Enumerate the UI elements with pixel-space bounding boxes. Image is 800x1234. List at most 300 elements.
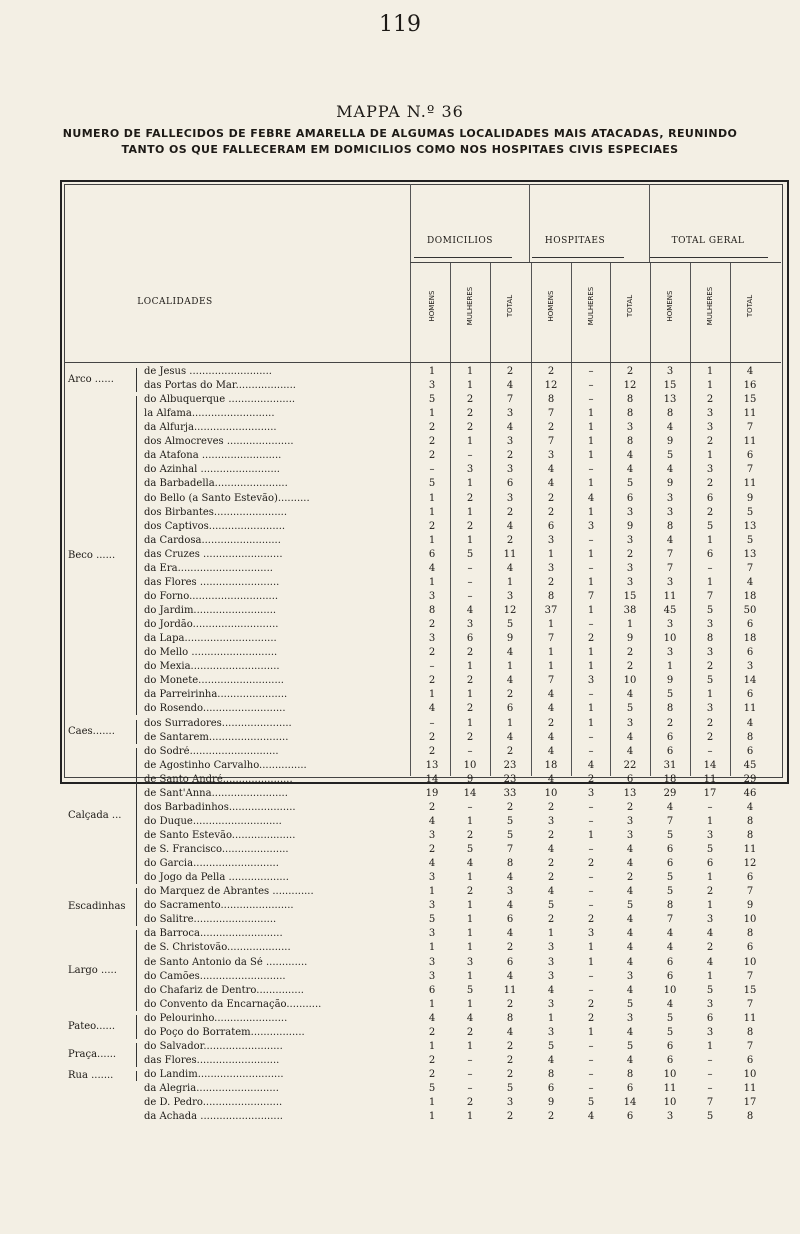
cell-homens: 31 [663, 759, 677, 771]
cell-homens: 3 [428, 900, 436, 912]
cell-total: 3 [626, 829, 634, 841]
cell-homens: 3 [428, 872, 436, 884]
group-brace [136, 1071, 137, 1081]
cell-mulheres: 1 [466, 717, 474, 729]
cell-total: 12 [503, 605, 517, 617]
cell-mulheres: – [467, 562, 473, 574]
cell-mulheres: – [588, 731, 594, 743]
cell-mulheres: 3 [706, 998, 714, 1010]
cell-homens: 1 [547, 548, 555, 560]
cell-total: 6 [746, 1054, 754, 1066]
cell-mulheres: 1 [466, 1040, 474, 1052]
cell-total: 5 [746, 534, 754, 546]
cell-total: 8 [746, 928, 754, 940]
domicilios-header: DOMICILIOS [427, 236, 493, 246]
column-header-homens: HOMENS [666, 290, 674, 322]
cell-mulheres: 3 [466, 956, 474, 968]
locality-name: da Achada .......................... [144, 1111, 283, 1123]
column-header-mulheres: MULHERES [587, 286, 595, 326]
cell-homens: 1 [428, 492, 436, 504]
cell-homens: 6 [666, 1040, 674, 1052]
cell-mulheres: 2 [466, 394, 474, 406]
cell-total: 5 [626, 900, 634, 912]
cell-homens: 5 [547, 900, 555, 912]
cell-total: 10 [743, 956, 757, 968]
cell-total: 12 [743, 858, 757, 870]
cell-homens: 2 [547, 914, 555, 926]
cell-mulheres: 2 [466, 731, 474, 743]
locality-name: do Poço do Borratem................. [144, 1026, 305, 1038]
locality-name: das Portas do Mar................... [144, 380, 296, 392]
cell-mulheres: 5 [706, 1111, 714, 1123]
group-brace [136, 1043, 137, 1067]
cell-total: 4 [746, 717, 754, 729]
cell-homens: 6 [547, 520, 555, 532]
locality-name: dos Barbadinhos..................... [144, 801, 296, 813]
cell-mulheres: 1 [706, 576, 714, 588]
cell-total: 46 [743, 787, 757, 799]
cell-mulheres: 4 [587, 1111, 595, 1123]
cell-mulheres: – [588, 689, 594, 701]
cell-total: 7 [746, 562, 754, 574]
cell-mulheres: 3 [466, 464, 474, 476]
column-divider [410, 184, 411, 776]
cell-total: 8 [746, 829, 754, 841]
cell-mulheres: – [588, 1069, 594, 1080]
cell-mulheres: 1 [587, 576, 595, 588]
locality-name: do Chafariz de Dentro............... [144, 984, 304, 996]
cell-homens: 1 [547, 928, 555, 940]
cell-mulheres: – [588, 1083, 594, 1095]
cell-homens: 3 [547, 815, 555, 827]
cell-homens: 1 [428, 366, 436, 377]
cell-mulheres: 2 [466, 520, 474, 532]
cell-total: 12 [623, 380, 637, 392]
cell-homens: 4 [547, 844, 555, 856]
cell-homens: 5 [666, 886, 674, 898]
cell-homens: 7 [666, 548, 674, 560]
cell-total: 4 [506, 380, 514, 392]
cell-homens: 2 [428, 1026, 436, 1038]
cell-homens: 5 [428, 478, 436, 490]
locality-name: da Atafona ......................... [144, 450, 282, 462]
cell-mulheres: 2 [466, 675, 474, 687]
cell-mulheres: – [467, 1054, 473, 1066]
cell-total: 1 [626, 619, 634, 631]
cell-homens: 5 [666, 689, 674, 701]
cell-total: 4 [626, 731, 634, 743]
cell-total: 6 [506, 956, 514, 968]
locality-name: de S. Francisco..................... [144, 844, 289, 856]
cell-total: 4 [626, 942, 634, 954]
cell-mulheres: 4 [706, 956, 714, 968]
cell-mulheres: – [707, 1054, 713, 1066]
cell-mulheres: 5 [706, 844, 714, 856]
hospitaes-brace [532, 257, 624, 258]
cell-total: 4 [506, 647, 514, 659]
locality-name: do Pelourinho....................... [144, 1012, 288, 1024]
cell-total: 2 [626, 548, 634, 560]
cell-homens: 1 [428, 506, 436, 518]
group-label: Caes....... [68, 725, 115, 737]
cell-mulheres: 1 [466, 970, 474, 982]
cell-total: 4 [746, 801, 754, 813]
cell-total: 3 [626, 815, 634, 827]
cell-homens: 2 [428, 1069, 436, 1080]
cell-total: 7 [746, 998, 754, 1010]
cell-mulheres: – [588, 619, 594, 631]
cell-mulheres: 5 [466, 984, 474, 996]
cell-mulheres: 3 [706, 703, 714, 715]
locality-name: do Forno............................ [144, 590, 279, 602]
cell-homens: 4 [547, 886, 555, 898]
cell-total: 3 [626, 970, 634, 982]
cell-mulheres: 1 [706, 689, 714, 701]
locality-name: das Flores.......................... [144, 1054, 280, 1066]
cell-mulheres: – [707, 1069, 713, 1080]
cell-total: 2 [506, 942, 514, 954]
cell-mulheres: 2 [706, 886, 714, 898]
cell-mulheres: 1 [587, 408, 595, 420]
cell-mulheres: – [588, 366, 594, 377]
cell-total: 23 [503, 759, 517, 771]
cell-total: 4 [626, 689, 634, 701]
cell-total: 6 [506, 914, 514, 926]
cell-total: 8 [746, 731, 754, 743]
locality-name: do Monete........................... [144, 675, 284, 687]
cell-homens: 1 [428, 408, 436, 420]
cell-total: 1 [506, 717, 514, 729]
cell-mulheres: 2 [466, 408, 474, 420]
cell-homens: 9 [666, 675, 674, 687]
locality-name: de Santo André...................... [144, 773, 293, 785]
cell-homens: 5 [666, 872, 674, 884]
group-divider [529, 184, 530, 262]
locality-name: do Rosendo.......................... [144, 703, 286, 715]
cell-total: 38 [623, 605, 637, 617]
locality-name: das Flores ......................... [144, 576, 280, 588]
group-brace [136, 720, 137, 744]
cell-total: 4 [626, 886, 634, 898]
locality-name: do Mello ........................... [144, 647, 278, 659]
cell-homens: 4 [666, 998, 674, 1010]
locality-name: dos Almocreves ..................... [144, 436, 294, 448]
cell-homens: 1 [428, 689, 436, 701]
cell-total: 2 [506, 506, 514, 518]
cell-mulheres: 2 [466, 1026, 474, 1038]
cell-total: 4 [626, 928, 634, 940]
cell-total: 5 [626, 703, 634, 715]
cell-homens: 10 [663, 633, 677, 645]
header-bottom-rule [64, 362, 781, 363]
cell-mulheres: 1 [587, 717, 595, 729]
cell-mulheres: 3 [466, 619, 474, 631]
cell-mulheres: 2 [706, 478, 714, 490]
cell-total: 15 [743, 984, 757, 996]
cell-total: 3 [506, 464, 514, 476]
cell-total: 4 [506, 1026, 514, 1038]
hospitaes-header: HOSPITAES [544, 236, 606, 246]
cell-homens: 1 [428, 942, 436, 954]
header-divider [410, 262, 781, 263]
cell-homens: 4 [428, 1012, 436, 1024]
cell-total: 5 [626, 998, 634, 1010]
cell-homens: 3 [428, 928, 436, 940]
cell-homens: 3 [666, 619, 674, 631]
locality-name: do Jardim.......................... [144, 605, 277, 617]
cell-mulheres: – [467, 1083, 473, 1095]
cell-homens: 4 [428, 858, 436, 870]
cell-homens: 14 [425, 773, 439, 785]
group-label: Arco ...... [68, 374, 114, 386]
cell-mulheres: – [588, 745, 594, 757]
cell-mulheres: 4 [706, 928, 714, 940]
cell-total: 6 [506, 703, 514, 715]
cell-homens: 15 [663, 380, 677, 392]
cell-mulheres: – [588, 1040, 594, 1052]
cell-mulheres: – [707, 801, 713, 813]
cell-mulheres: 2 [466, 422, 474, 434]
cell-mulheres: 6 [706, 858, 714, 870]
cell-homens: 1 [428, 576, 436, 588]
cell-homens: 7 [547, 633, 555, 645]
cell-total: 11 [743, 1012, 757, 1024]
cell-homens: 4 [666, 801, 674, 813]
cell-total: 7 [746, 886, 754, 898]
cell-mulheres: – [707, 745, 713, 757]
cell-mulheres: 1 [587, 942, 595, 954]
cell-total: 4 [626, 914, 634, 926]
cell-total: 3 [626, 1012, 634, 1024]
cell-total: 9 [506, 633, 514, 645]
cell-total: 2 [626, 647, 634, 659]
cell-total: 4 [506, 928, 514, 940]
cell-mulheres: – [588, 1054, 594, 1066]
cell-homens: 5 [666, 1026, 674, 1038]
cell-mulheres: – [588, 394, 594, 406]
cell-total: 3 [506, 436, 514, 448]
locality-name: do Azinhal ......................... [144, 464, 280, 476]
cell-homens: 5 [428, 394, 436, 406]
cell-total: 2 [506, 450, 514, 462]
cell-mulheres: 3 [706, 1026, 714, 1038]
cell-mulheres: 2 [706, 394, 714, 406]
cell-total: 4 [626, 956, 634, 968]
cell-homens: – [429, 661, 435, 673]
cell-total: 4 [506, 520, 514, 532]
column-divider [490, 262, 491, 776]
column-header-total: TOTAL [626, 294, 634, 318]
cell-homens: 7 [666, 914, 674, 926]
cell-homens: 2 [428, 436, 436, 448]
cell-total: 3 [506, 408, 514, 420]
page-number: 119 [379, 12, 421, 37]
cell-homens: 2 [428, 520, 436, 532]
cell-total: 3 [626, 717, 634, 729]
cell-homens: 3 [428, 633, 436, 645]
cell-total: 6 [746, 942, 754, 954]
cell-mulheres: 1 [466, 506, 474, 518]
cell-mulheres: 1 [466, 689, 474, 701]
cell-homens: 3 [547, 534, 555, 546]
group-label: Praça...... [68, 1048, 117, 1060]
cell-homens: 3 [428, 590, 436, 602]
cell-homens: 5 [428, 914, 436, 926]
group-label: Rua ....... [68, 1070, 114, 1082]
cell-homens: 2 [428, 801, 436, 813]
cell-homens: 9 [547, 1097, 555, 1109]
cell-mulheres: 1 [466, 436, 474, 448]
cell-total: 5 [626, 1040, 634, 1052]
cell-mulheres: 1 [466, 815, 474, 827]
cell-homens: 4 [547, 1054, 555, 1066]
map-title: MAPPA N.º 36 [336, 102, 464, 121]
cell-homens: 10 [663, 984, 677, 996]
cell-homens: 4 [428, 562, 436, 574]
column-header-homens: HOMENS [428, 290, 436, 322]
cell-homens: 10 [663, 1097, 677, 1109]
cell-homens: 2 [547, 422, 555, 434]
cell-homens: 3 [666, 647, 674, 659]
locality-name: da Barbadella....................... [144, 478, 288, 490]
cell-total: 2 [506, 1054, 514, 1066]
column-divider [690, 262, 691, 776]
locality-name: do Albuquerque ..................... [144, 394, 296, 406]
cell-mulheres: 14 [703, 759, 717, 771]
subtitle-line-2: TANTO OS QUE FALLECERAM EM DOMICILIOS COMO NOS HOSPITAES CIVIS ESPECIAES [121, 143, 679, 156]
cell-total: 14 [623, 1097, 637, 1109]
cell-mulheres: – [467, 450, 473, 462]
locality-name: da Cardosa......................... [144, 534, 281, 546]
cell-mulheres: 2 [587, 773, 595, 785]
cell-homens: 2 [428, 450, 436, 462]
cell-mulheres: 1 [587, 647, 595, 659]
cell-total: 2 [506, 534, 514, 546]
group-label: Pateo...... [68, 1020, 116, 1032]
cell-homens: 1 [428, 998, 436, 1010]
cell-homens: 2 [547, 829, 555, 841]
cell-total: 4 [626, 984, 634, 996]
cell-total: 18 [743, 590, 757, 602]
locality-name: de D. Pedro......................... [144, 1097, 283, 1109]
cell-mulheres: 3 [706, 647, 714, 659]
cell-total: 4 [506, 900, 514, 912]
cell-homens: 2 [547, 858, 555, 870]
cell-homens: 9 [666, 478, 674, 490]
cell-total: 8 [746, 815, 754, 827]
cell-total: 2 [506, 745, 514, 757]
cell-homens: 4 [547, 689, 555, 701]
cell-homens: 1 [428, 534, 436, 546]
cell-mulheres: 3 [587, 928, 595, 940]
cell-total: 10 [623, 675, 637, 687]
cell-total: 3 [746, 661, 754, 673]
cell-homens: 5 [666, 829, 674, 841]
cell-mulheres: 2 [466, 1097, 474, 1109]
cell-total: 3 [506, 1097, 514, 1109]
cell-homens: 6 [547, 1083, 555, 1095]
cell-homens: 45 [663, 605, 677, 617]
localidades-header: LOCALIDADES [137, 297, 213, 307]
cell-mulheres: 1 [706, 450, 714, 462]
cell-mulheres: 1 [466, 942, 474, 954]
cell-total: 2 [506, 1040, 514, 1052]
group-brace [136, 748, 137, 885]
cell-total: 4 [746, 366, 754, 377]
cell-mulheres: – [588, 815, 594, 827]
cell-mulheres: 1 [587, 506, 595, 518]
cell-total: 29 [743, 773, 757, 785]
cell-mulheres: 2 [706, 436, 714, 448]
cell-mulheres: 1 [587, 1026, 595, 1038]
cell-homens: 2 [428, 844, 436, 856]
locality-name: do Jogo da Pella ................... [144, 872, 289, 884]
cell-homens: 6 [666, 745, 674, 757]
cell-total: 1 [506, 576, 514, 588]
cell-total: 8 [626, 436, 634, 448]
locality-name: do Sodré............................ [144, 745, 279, 757]
cell-mulheres: 7 [706, 590, 714, 602]
locality-name: da Alfurja.......................... [144, 422, 277, 434]
cell-total: 4 [626, 1054, 634, 1066]
cell-homens: 8 [547, 1069, 555, 1080]
cell-homens: 9 [666, 436, 674, 448]
cell-homens: 18 [544, 759, 558, 771]
cell-homens: 1 [428, 1111, 436, 1123]
cell-total: 11 [503, 548, 517, 560]
cell-mulheres: 1 [587, 703, 595, 715]
cell-total: 11 [503, 984, 517, 996]
cell-mulheres: 17 [703, 787, 717, 799]
cell-homens: 3 [547, 562, 555, 574]
cell-homens: 4 [547, 773, 555, 785]
cell-mulheres: 1 [466, 380, 474, 392]
cell-homens: 2 [428, 1054, 436, 1066]
cell-homens: 6 [666, 844, 674, 856]
cell-total: 4 [626, 844, 634, 856]
cell-total: 4 [626, 745, 634, 757]
cell-mulheres: 2 [587, 633, 595, 645]
locality-name: do Salvador......................... [144, 1040, 283, 1052]
cell-mulheres: 1 [466, 661, 474, 673]
cell-mulheres: 1 [706, 970, 714, 982]
cell-total: 11 [743, 408, 757, 420]
cell-mulheres: – [588, 562, 594, 574]
locality-name: de Jesus .......................... [144, 366, 272, 377]
cell-total: 4 [506, 562, 514, 574]
locality-name: dos Birbantes....................... [144, 506, 288, 518]
cell-homens: 3 [547, 1026, 555, 1038]
cell-mulheres: 1 [466, 534, 474, 546]
cell-total: 13 [743, 548, 757, 560]
cell-mulheres: 2 [587, 914, 595, 926]
cell-mulheres: 1 [706, 1040, 714, 1052]
cell-total: 6 [626, 492, 634, 504]
cell-homens: 6 [666, 1054, 674, 1066]
column-divider [610, 262, 611, 776]
cell-homens: 3 [428, 970, 436, 982]
cell-total: 11 [743, 844, 757, 856]
cell-mulheres: 4 [587, 492, 595, 504]
cell-homens: 5 [428, 1083, 436, 1095]
cell-total: 2 [626, 872, 634, 884]
cell-mulheres: 11 [703, 773, 717, 785]
cell-total: 6 [626, 1083, 634, 1095]
cell-mulheres: 2 [587, 998, 595, 1010]
cell-homens: 19 [425, 787, 439, 799]
cell-mulheres: 2 [706, 717, 714, 729]
cell-homens: 6 [666, 956, 674, 968]
